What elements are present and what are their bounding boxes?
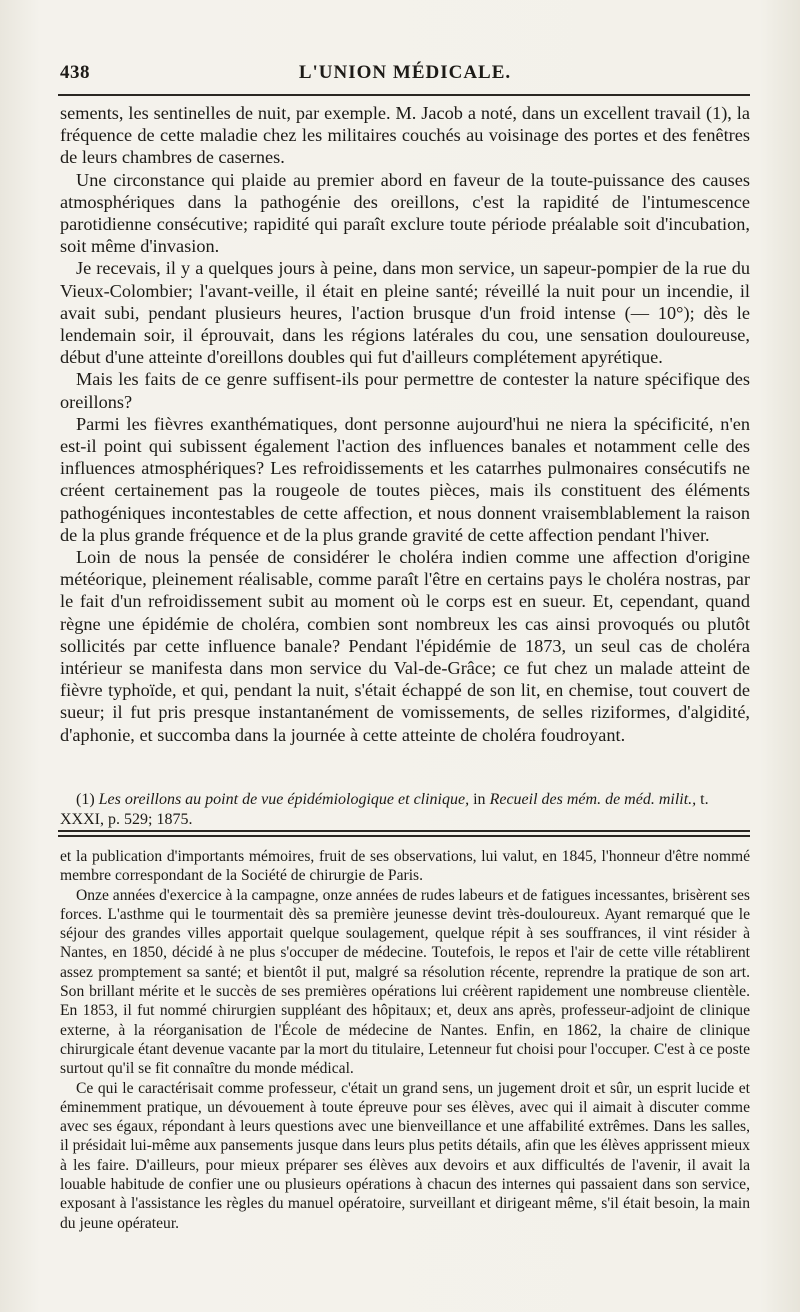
main-paragraph: Mais les faits de ce genre suffisent-ils pour permettre de contester la nature spécifique des oreillons? — [60, 369, 750, 412]
feuilleton-paragraph: et la publication d'importants mémoires, fruit de ses observations, lui valut, en 1845, l'honneur d'être nommé membre correspondant de la Société de chirurgie de Paris. — [60, 848, 750, 885]
feuilleton-separator-rule — [58, 830, 750, 832]
page-header — [60, 58, 750, 90]
feuilleton-body — [60, 847, 750, 1233]
feuilleton-paragraph: Onze années d'exercice à la campagne, onze années de rudes labeurs et de fatigues incessantes, brisèrent ses forces. L'asthme qui le tourmentait dès sa première jeunesse devint très-douloureux. Ayant remarqué que le séjour des grandes villes apportait quelque soulagement, quelque répit à ses souffrances, il vint résider à Nantes, en 1850, décidé à ne plus s'occuper de médecine. Toutefois, le repos et l'air de cette ville rétablirent assez promptement sa santé; et bientôt il put, malgré sa résolution récente, reprendre la pratique de son art. Son brillant mérite et le succès de ses premières opérations lui créèrent rapidement une nombreuse clientèle. En 1853, il fut nommé chirurgien suppléant des hôpitaux; et, deux ans après, professeur-adjoint de clinique externe, à la réorganisation de l'École de médecine de Nantes. Enfin, en 1862, la chaire de clinique chirurgicale étant devenue vacante par la mort du titulaire, Letenneur fut choisi pour l'occuper. C'est à ce poste surtout qu'il se fit connaître du monde médical. — [60, 886, 750, 1078]
footnote-number: (1) — [76, 791, 95, 808]
feuilleton-paragraph: Ce qui le caractérisait comme professeur, c'était un grand sens, un jugement droit et sûr, un esprit lucide et éminemment pratique, un dévouement à toute épreuve pour ses élèves, avec qui il aimait à discuter comme avec ses égaux, répondant à leurs questions avec une bienveillance et une affabilité extrêmes. Dans les salles, il présidait lui-même aux pansements jusque dans leurs plus petits détails, afin que les élèves apprissent mieux à les faire. D'ailleurs, pour mieux préparer ses élèves aux devoirs et aux difficultés de l'avenir, il avait la louable habitude de confier une ou plusieurs opérations à chacun des internes qui passaient dans son service, exposant à l'assistance les règles du manuel opératoire, surveillant et dirigeant même, s'il était besoin, la main du jeune opérateur. — [60, 1079, 750, 1232]
footnote-source: Recueil des mém. de méd. milit., — [489, 791, 697, 808]
main-paragraph: sements, les sentinelles de nuit, par exemple. M. Jacob a noté, dans un excellent travail (1), la fréquence de cette maladie chez les militaires couchés au voisinage des portes et des fenêtres de leurs chambres de casernes. — [60, 103, 750, 168]
main-paragraph: Loin de nous la pensée de considérer le choléra indien comme une affection d'origine météorique, pleinement réalisable, comme paraît l'être en certains pays le choléra nostras, par le fait d'un refroidissement subit au moment où le corps est en sueur. Et, cependant, quand règne une épidémie de choléra, combien sont nombreux les cas ainsi provoqués ou plutôt sollicités par cette influence banale? Pendant l'épidémie de 1873, un seul cas de choléra intérieur se manifesta dans mon service du Val-de-Grâce; ce fut chez un malade atteint de fièvre typhoïde, et qui, pendant la nuit, s'était échappé de son lit, en chemise, tout couvert de sueur; il fut pris presque instantanément de vomissements, de selles riziformes, d'algidité, d'aphonie, et succomba dans la journée à cette atteinte de choléra foudroyant. — [60, 547, 750, 745]
main-article-body — [60, 102, 750, 746]
main-paragraph: Je recevais, il y a quelques jours à peine, dans mon service, un sapeur-pompier de la rue du Vieux-Colombier; l'avant-veille, il était en pleine santé; réveillé la nuit pour un incendie, il avait subi, pendant plusieurs heures, l'action brusque d'un froid intense (— 10°); dès le lendemain soir, il éprouvait, dans les régions latérales du cou, une sensation douloureuse, début d'une atteinte d'oreillons doubles qui fut d'ailleurs complétement apyrétique. — [60, 258, 750, 368]
footnote-title: Les oreillons au point de vue épidémiologique et clinique, — [98, 791, 470, 808]
page-number: 438 — [60, 62, 90, 83]
footnote-reference: t. XXXI, p. 529; 1875. — [60, 791, 709, 828]
footnote-in: in — [473, 791, 486, 808]
header-rule — [58, 94, 750, 96]
footnote — [60, 790, 750, 829]
running-title: L'UNION MÉDICALE. — [298, 62, 512, 83]
main-paragraph: Parmi les fièvres exanthématiques, dont personne aujourd'hui ne niera la spécificité, n'en est-il point qui subissent également l'action des influences banales et notamment celle des influences atmosphériques? Les refroidissements et les catarrhes pulmonaires consécutifs ne créent certainement pas la rougeole de toutes pièces, mais ils constituent des éléments pathogéniques incontestables de cette affection, et nous donnent vraisemblablement la raison de la plus grande fréquence et de la plus grande gravité de cette affection pendant l'hiver. — [60, 413, 750, 545]
feuilleton-separator-rule — [58, 835, 750, 837]
main-paragraph: Une circonstance qui plaide au premier abord en faveur de la toute-puissance des causes atmosphériques dans la pathogénie des oreillons, c'est la rapidité de l'intumescence parotidienne consécutive; rapidité qui paraît exclure toute période préalable soit d'incubation, soit même d'invasion. — [60, 169, 750, 257]
